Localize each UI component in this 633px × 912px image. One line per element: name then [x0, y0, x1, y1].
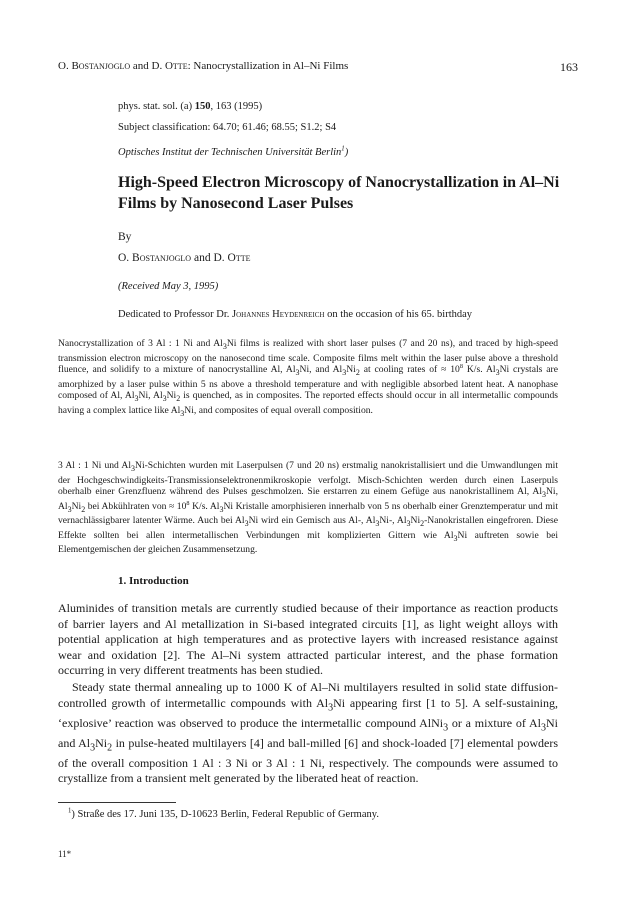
- institute-name: Optisches Institut der Technischen Universität Berlin: [118, 147, 342, 158]
- abstract-en-text: is quenched, as in composites. The reported effects should occur in all intermetallic compounds having a complex lattice like Al: [58, 390, 558, 416]
- abstract-de-text: Ni: [410, 515, 421, 527]
- journal-suffix: , 163 (1995): [210, 101, 263, 112]
- running-head-title: : Nanocrystallization in Al–Ni Films: [187, 60, 349, 72]
- subject-classification: Subject classification: 64.70; 61.46; 68.55; S1.2; S4: [118, 122, 337, 133]
- abstract-en-text: Ni, Al: [138, 390, 163, 402]
- footnote-divider: [58, 802, 176, 803]
- abstract-en-subscript: 3: [180, 408, 185, 418]
- abstract-en-subscript: 3: [162, 394, 167, 404]
- body-subscript: 3: [541, 721, 546, 733]
- footnote-text: Straße des 17. Juni 135, D-10623 Berlin, Federal Republic of Germany.: [77, 809, 379, 820]
- abstract-en-text: Ni films is realized with short laser pulses (7 and 20 ns), and traced by high-speed transmission electron microscopy on the nanosecond time scale. Composite films melt within the laser pulse above a threshold fluence, and solidify to a mixture of nanocrystalline Al, Al: [58, 338, 558, 376]
- abstract-en-subscript: 3: [295, 368, 300, 377]
- institute-footnote-close: ): [344, 147, 349, 158]
- abstract-en-text: Ni: [166, 390, 177, 402]
- abstract-de-subscript: 3: [406, 519, 411, 528]
- abstract-de-subscript: 3: [542, 490, 546, 499]
- abstract-de-text: K/s. Al: [189, 500, 220, 512]
- abstract-en-subscript: 3: [495, 368, 500, 377]
- body-subscript: 2: [107, 741, 113, 753]
- body-paragraph-1: Aluminides of transition metals are currently studied because of their importance as reaction products of barrier layers and Al metallization in Si-based integrated circuits [1], as light weight alloys with potential application at high temperatures and as protective layers with increased resistance against wear and oxidation [2]. The Al–Ni system attracted particular interest, and the phase formation occurring in very different treatments has been studied.: [58, 601, 558, 678]
- author-and: and: [191, 252, 214, 264]
- abstract-en-text: Ni, and Al: [299, 364, 343, 376]
- footnote-close: ): [71, 809, 78, 820]
- abstract-en-subscript: 2: [176, 394, 181, 404]
- abstract-en-subscript: 2: [355, 368, 360, 377]
- page-number: 163: [560, 60, 578, 74]
- institute-affiliation: [118, 147, 348, 158]
- abstract-en-text: Nanocrystallization of 3 Al : 1 Ni and Al: [58, 338, 223, 349]
- abstract-de-subscript: 3: [375, 519, 380, 528]
- body-text-run: Ni: [95, 735, 108, 750]
- abstract-en-text: Ni crystals are amorphized by a laser pulse within 5 ns above a threshold temperature and with negligible absorbed latent heat. A nanophase composed of Al, Al: [58, 364, 558, 402]
- byline-by: By: [118, 231, 132, 243]
- dedication-prefix: Dedicated to Professor Dr.: [118, 309, 233, 320]
- abstract-de-subscript: 3: [244, 519, 249, 528]
- abstract-de-text: Ni Kristalle amorphisieren innerhalb von 5 ns oberhalb einer Grenztemperatur und mit vernachlässigbarer latenter Wärme. Auch bei Al: [58, 500, 559, 527]
- abstract-en-text: at cooling rates of ≈ 10: [359, 364, 460, 376]
- abstract-en-text: Ni: [346, 364, 356, 376]
- signature-mark: 11*: [58, 849, 72, 859]
- abstract-english: [58, 338, 558, 419]
- byline-authors: [118, 252, 250, 264]
- abstract-en-superscript: 8: [459, 362, 463, 370]
- abstract-en-subscript: 3: [222, 341, 227, 351]
- body-text-run: or a mixture of Al: [448, 715, 541, 730]
- body-subscript: 3: [328, 701, 334, 713]
- body-subscript: 3: [443, 721, 449, 733]
- abstract-en-text: Ni, and composites of equal overall composition.: [184, 404, 373, 416]
- journal-prefix: phys. stat. sol. (a): [118, 101, 195, 112]
- body-text-run: in pulse-heated multilayers [4] and ball-milled [6] and shock-loaded [7] elemental powders of the overall composition 1 Al : 3 Ni or 3 Al : 1 Ni, respectively. The compounds were assumed to crystallize from a transient melt generated by the liberated heat of reaction.: [58, 735, 558, 786]
- abstract-de-subscript: 3: [453, 533, 458, 543]
- section-heading-introduction: 1. Introduction: [118, 575, 189, 587]
- running-head-author-2: D. Otte: [151, 60, 188, 72]
- abstract-en-subscript: 3: [134, 394, 139, 404]
- running-head-author-1: O. Bostanjoglo: [58, 60, 131, 72]
- received-date: (Received May 3, 1995): [118, 281, 219, 292]
- abstract-de-text: Ni wird ein Gemisch aus Al-, Al: [248, 515, 376, 527]
- abstract-en-text: K/s. Al: [462, 364, 496, 376]
- running-head: [58, 60, 578, 72]
- abstract-de-subscript: 3: [219, 504, 224, 514]
- abstract-de-text: 3 Al : 1 Ni und Al: [58, 460, 132, 471]
- footnote: [68, 809, 379, 820]
- journal-volume: 150: [194, 101, 211, 112]
- abstract-de-text: Ni, Al: [58, 486, 558, 512]
- dedication-suffix: on the occasion of his 65. birthday: [324, 309, 473, 320]
- journal-citation: [118, 101, 262, 112]
- author-1: O. Bostanjoglo: [118, 252, 192, 264]
- abstract-de-text: -Nanokristallen eingefroren. Diese Effekte sollten bei allen intermetallischen Verbindungen mit komplizierten Gittern wie Al: [58, 515, 558, 541]
- body-text-run: Steady state thermal annealing up to 1000 K of Al–Ni multilayers resulted in solid state diffusion-controlled growth of intermetallic compounds with Al: [58, 680, 558, 710]
- abstract-de-text: Ni auftreten sowie bei Elementgemischen der gleichen Zusammensetzung.: [58, 529, 558, 556]
- abstract-de-subscript: 3: [67, 504, 72, 514]
- abstract-de-text: Ni-, Al: [379, 515, 407, 527]
- body-paragraph-2: [58, 680, 558, 787]
- dedication-name: Johannes Heydenreich: [232, 309, 325, 320]
- body-subscript: 3: [90, 741, 96, 753]
- abstract-de-subscript: 2: [420, 519, 425, 528]
- institute-footnote-mark: 1: [341, 145, 345, 153]
- abstract-de-text: Ni: [71, 500, 82, 512]
- abstract-de-text: bei Abkühlraten von ≈ 10: [85, 500, 187, 512]
- author-2: D. Otte: [213, 252, 251, 264]
- running-head-and: and: [130, 60, 152, 72]
- abstract-en-subscript: 3: [342, 368, 347, 377]
- footnote-mark: 1: [68, 807, 72, 815]
- abstract-german: [58, 460, 558, 559]
- abstract-de-subscript: 3: [131, 463, 136, 473]
- abstract-de-subscript: 2: [81, 504, 86, 514]
- abstract-de-superscript: 8: [186, 499, 190, 507]
- abstract-de-text: Ni-Schichten wurden mit Laserpulsen (7 und 20 ns) erstmalig nanokristallisiert und die Umwandlungen mit der Hochgeschwindigkeits-Transmissionselektronenmikroskopie verfolgt. Misch-Schichten werden durch einen Laserpuls oberhalb einer Grenzfluenz während des Pulses geschmolzen. Sie erstarren zu einem Gefüge aus nanokristallinem Al, Al: [58, 460, 558, 498]
- body-text-run: Ni appearing first [1 to 5]. A self-sustaining, ‘explosive’ reaction was observed to produce the intermetallic compound AlNi: [58, 695, 558, 730]
- article-title: High-Speed Electron Microscopy of Nanocrystallization in Al–Ni Films by Nanosecond Laser Pulses: [118, 174, 560, 212]
- body-text-run: Ni and Al: [58, 715, 558, 750]
- dedication: [118, 309, 472, 320]
